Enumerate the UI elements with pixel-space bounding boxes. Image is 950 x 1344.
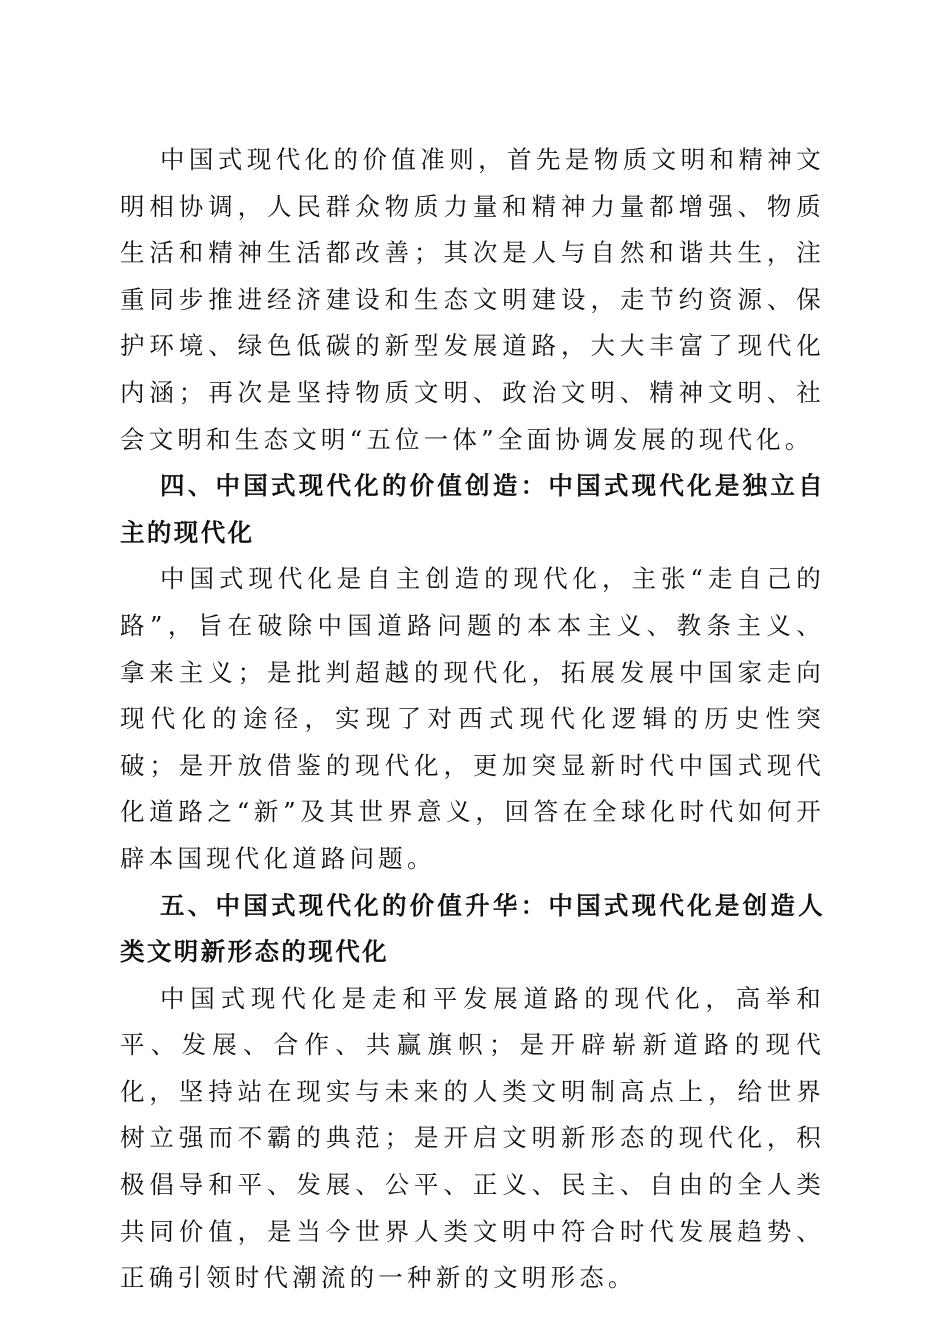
section-heading-4: 四、中国式现代化的价值创造：中国式现代化是独立自主的现代化	[120, 471, 825, 547]
document-body	[120, 137, 825, 1302]
body-paragraph-value-creation: 中国式现代化是自主创造的现代化，主张“走自己的路”，旨在破除中国道路问题的本本主义、教条主义、拿来主义；是批判超越的现代化，拓展发展中国家走向现代化的途径，实现了对西式现代化逻辑的历史性突破；是开放借鉴的现代化，更加突显新时代中国式现代化道路之“新”及其世界意义，回答在全球化时代如何开辟本国现代化道路问题。	[120, 564, 825, 873]
body-paragraph-value-sublimation: 中国式现代化是走和平发展道路的现代化，高举和平、发展、合作、共赢旗帜；是开辟崭新道路的现代化，坚持站在现实与未来的人类文明制高点上，给世界树立强而不霸的典范；是开启文明新形态的现代化，积极倡导和平、发展、公平、正义、民主、自由的全人类共同价值，是当今世界人类文明中符合时代发展趋势、正确引领时代潮流的一种新的文明形态。	[120, 983, 825, 1293]
body-paragraph-value-principles: 中国式现代化的价值准则，首先是物质文明和精神文明相协调，人民群众物质力量和精神力量都增强、物质生活和精神生活都改善；其次是人与自然和谐共生，注重同步推进经济建设和生态文明建设，走节约资源、保护环境、绿色低碳的新型发展道路，大大丰富了现代化内涵；再次是坚持物质文明、政治文明、精神文明、社会文明和生态文明“五位一体”全面协调发展的现代化。	[120, 145, 825, 454]
section-heading-5: 五、中国式现代化的价值升华：中国式现代化是创造人类文明新形态的现代化	[120, 890, 825, 967]
